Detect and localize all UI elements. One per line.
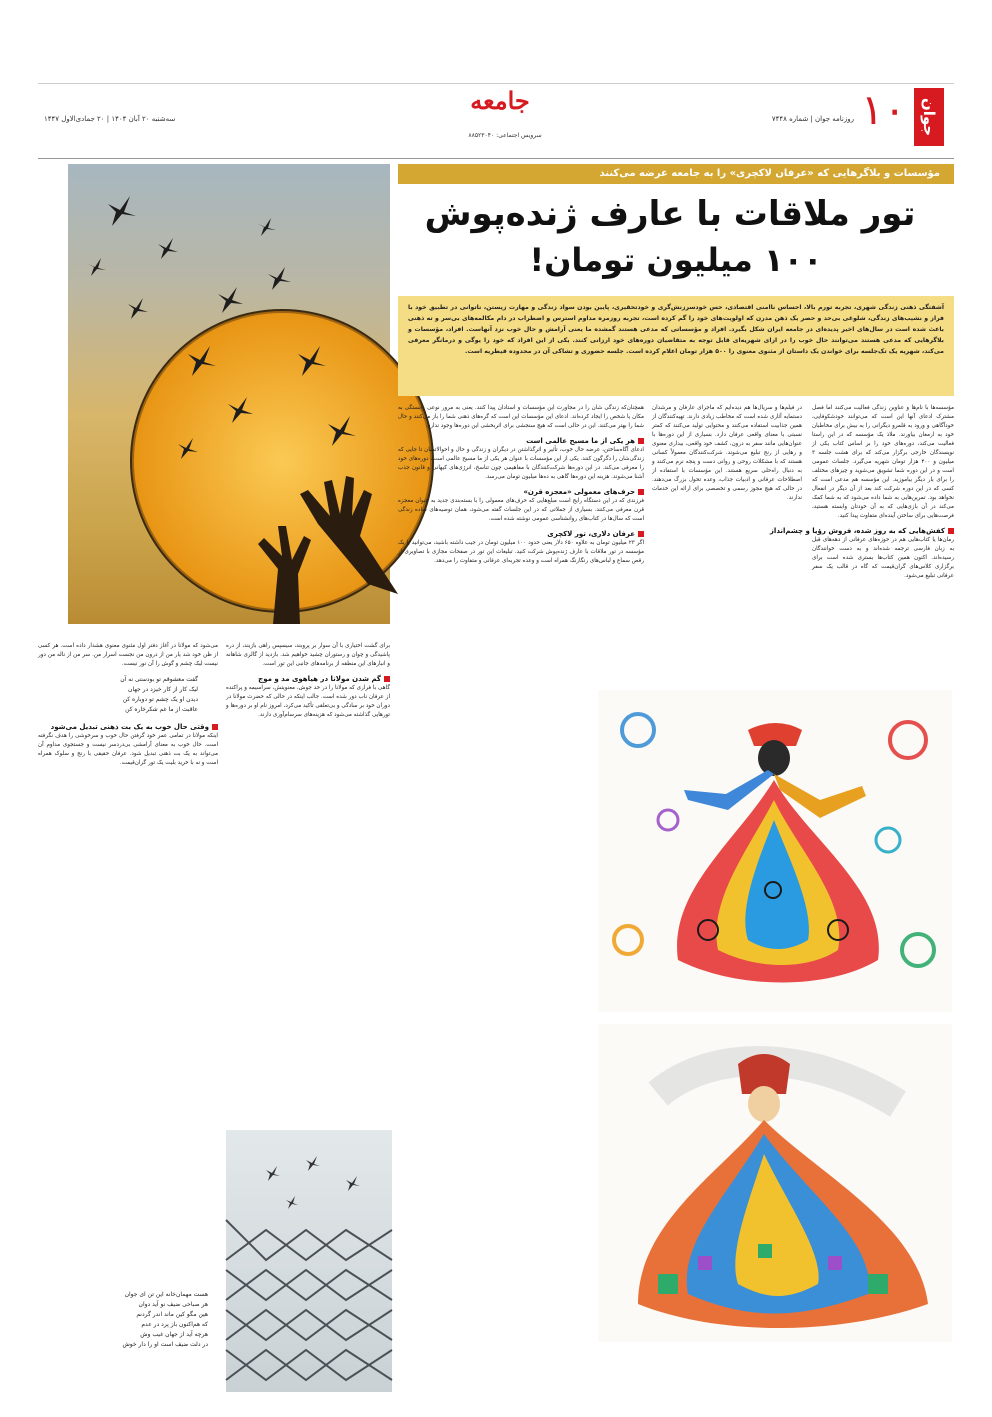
subhead-1 — [769, 527, 954, 536]
column-4-text: برای گشت اختیاری با آن سوار بر پروبند، سیسپس راهی بازیند، از دره پاشیدگی و چوان و رستوران چشید خواهیم شد. بازدید از گالری شاهانه و انبارهای این منطقه از برنامه‌های جانبی این تور است. — [226, 643, 390, 667]
column-1-text: مؤسسه‌ها با نام‌ها و عناوین زندگی فعالیت می‌کنند اما فصل مشترک ادعای آنها این است که می‌توانند خودشکوفایی، خودآگاهی و ورود به قلمرو دیگرانی را به بیش برای مخاطبان خود به ارمغان بیاورند. ملاذ یک مؤسسه که در این راستا فعالیت می‌کند، دوره‌های خود را بر اساس کتاب یکی از نویسندگان خارجی برگزار می‌کند که برای هشت جلسه ۳ میلیون و ۴۰۰ هزار تومان شهریه می‌گیرد. جلسات عمومی است و در این دوره شما تشویق می‌شوید و چیزهای مختلف را برای بار دیگر بیاموزید. این مؤسسه هم مدعی است که کسی که در این دوره شرکت کند بعد از آن دیگر در انفعال نخواهد بود. تمرین‌هایی به شما داده می‌شود که به شما کمک می‌کند در آن بازی‌هایی که به آن خودتان وابسته هستید، فرصت‌هایی برای ساختن آینده‌ای متفاوت پیدا کنید. — [812, 405, 954, 519]
subhead-2-text: هر یکی از ما مسیح عالمی است — [526, 437, 635, 445]
column-3d-text: اگر ۲۳ میلیون تومان به علاوه ۶۵۰ دلار یعنی حدود ۱۰۰ میلیون تومان در جیب داشته باشید، می‌توانید با یک مؤسسه در تور ملاقات با عارف ژنده‌پوش شرکت کنید. تبلیغات این تور در صفحات مجازی با تصاویری از رقص سماع و لباس‌های رنگارنگ همراه است و وعده تجربه‌ای عرفانی و متفاوت را می‌دهد. — [398, 540, 644, 564]
poem-2-line: که هم‌اکنون باز پرد در عدم — [141, 1321, 208, 1328]
column-4b-text: گاهی با فراری که مولانا را در حد جوش، معنویتش، سراسیمه و پراکنده از عرفان ناب دور شده است. جالب اینکه در حالی که حضرت مولانا در دوران خود بر سادگی و بی‌تعلقی تأکید می‌کرد، امروز نام او بر دوره‌ها و تورهایی گذاشته می‌شود که هزینه‌های سرسام‌آوری دارند. — [226, 685, 390, 718]
page-number: ۱۰ — [860, 85, 906, 134]
section-desk: سرویس اجتماعی: ۸۸۵۲۳۰۴۰ — [468, 132, 542, 139]
subhead-5-text: گم شدن مولانا در هیاهوی مد و موج — [258, 675, 381, 683]
poem-1-line: دیدن او یک چشم تو دوباره کن — [122, 696, 198, 703]
birds-photo-art — [68, 164, 390, 624]
kicker: مؤسسات و بلاگرهایی که «عرفان لاکچری» را به جامعه عرضه می‌کنند — [599, 168, 940, 179]
kicker-bar — [398, 164, 954, 184]
subhead-6 — [38, 723, 218, 732]
title-line-2: ۱۰۰ میلیون تومان! — [529, 241, 823, 279]
poem-2-line: هست مهمان‌خانه این تن ای جوان — [124, 1291, 208, 1298]
column-5b-text: اینکه مولانا در تمامی عمر خود گرفتن حال خوب و سرخوشی را هدف نگرفته است. حال خوب به معنای آرامشی بی‌دردسر نیست و جستجوی مداوم آن می‌تواند به یک بت ذهنی تبدیل شود. عرفان حقیقی با رنج و سلوک همراه است و نه با خرید بلیت یک تور گران‌قیمت. — [38, 733, 218, 766]
poem-1 — [38, 675, 198, 715]
poem-2-line: هر صباحی ضیف نو آید دوان — [138, 1301, 208, 1308]
poem-2-line: هین مگو کین ماند اندر گردنم — [136, 1311, 208, 1318]
poem-1-line: عاقبت از ما غم شکرخاره کن — [125, 706, 198, 713]
column-2-text: در فیلم‌ها و سریال‌ها هم دیده‌ایم که ماجرای عارفان و مرشدان دستمایه آثاری شده است که مخاطب زیادی دارند. تهیه‌کنندگان از همین جذابیت استفاده می‌کنند و محتوایی تولید می‌کنند که کمتر نسبتی با معنای واقعی عرفان دارد. بسیاری از این دوره‌ها با عنوان‌هایی مانند سفر به درون، کشف خود واقعی، بیداری معنوی و رهایی از رنج تبلیغ می‌شوند. شرکت‌کنندگان معمولاً کسانی هستند که با مشکلات روحی و روانی دست و پنجه نرم می‌کنند و به دنبال راه‌حلی سریع هستند. این مؤسسات با استفاده از اصطلاحات عرفانی و ادبیات جذاب، وعده تحول بزرگ می‌دهند. در حالی که هیچ مجوز رسمی و تخصصی برای ارائه این خدمات ندارند. — [652, 405, 802, 501]
column-5 — [38, 642, 218, 942]
lead-box — [398, 296, 954, 396]
section-title: جامعه — [470, 86, 530, 115]
subhead-3-text: حرف‌های معمولی «معجزه قرن» — [523, 488, 635, 496]
whirling-dervish-illustration — [598, 690, 952, 1012]
issue-info: روزنامه جوان | شماره ۷۴۴۸ — [771, 115, 854, 123]
poem-2-line: هرچه آید از جهان غیب وش — [140, 1331, 208, 1338]
headline — [398, 190, 954, 282]
subhead-6-text: وقتی حال خوب به یک بت ذهنی تبدیل می‌شود — [50, 723, 209, 731]
poem-1-line: گفت معشوقم تو بودستی نه آن — [120, 676, 198, 683]
title-line-1: تور ملاقات با عارف ژنده‌پوش — [424, 194, 916, 234]
column-1b-text: رمان‌ها یا کتاب‌هایی هم در حوزه‌های عرفانی از دهه‌های قبل به زبان فارسی ترجمه شده‌اند و به دست خوانندگان رسیده‌اند. اکنون همین کتاب‌ها بستری شده است برای برگزاری کلاس‌های گران‌قیمت که گاه در قالب یک سفر عرفانی تبلیغ می‌شود. — [812, 537, 954, 579]
whirling-dervish-illustration-2 — [598, 1024, 952, 1342]
lead: آشفتگی ذهنی زندگی شهری، تجربه تورم بالا، احساس ناامنی اقتصادی، حس خودسرزنش‌گری و خودتحقیری، پایین بودن سواد زندگی و مهارت زیستن، ناتوانی در تطبیق خود با فراز و نشیب‌های زندگی، شلوغی بی‌حد و حصر یک ذهن مدرن که اولویت‌های خود را گم کرده است، تجربه روزمره مداوم استرس و اضطراب در دام مکالمه‌های بی‌سر و ته ذهنی باعث شده است در سال‌های اخیر پدیده‌ای در جامعه ایران شکل بگیرد. افراد و مؤسساتی که مدعی هستند گمشده ما یعنی آرامش و حال خوب نزد آنهاست. افراد، مؤسسات و بلاگرهایی که مدعی هستند می‌توانند حال خوب را در ازای شهریه‌ای قابل توجه به متقاضیان دوره‌های خود ارزانی کنند. یکی از این افراد که خود را یوگی و درمانگر معرفی می‌کند، شهریه یک تک‌جلسه برای خواندن یک داستان از مثنوی معنوی را ۵۰۰ هزار تومان اعلام کرده است. جلسه حضوری و تشاکی آن در محدوده قیطریه است. — [408, 304, 944, 355]
logo: جوان — [914, 88, 944, 146]
masthead — [0, 80, 992, 160]
fence-birds-photo — [226, 1130, 392, 1392]
column-5-text: می‌شود که مولانا در آغاز دفتر اول مثنوی معنوی هشدار داده است. هر کسی از ظن خود شد یار من از درون من نجست اسرار من. سر من از ناله من دور نیست لیک چشم و گوش را آن نور نیست. — [38, 643, 218, 667]
column-1 — [769, 404, 954, 624]
column-3b-text: ادعای آگاه‌ساختن، عرضه حال خوب، تأثیر و اثرگذاشتن در دیگران و زندگی و حال و احوالاتشان تا جایی که زندگی‌شان را دگرگون کنند. یکی از این مؤسسات با عنوان هر یکی از ما مسیح عالمی است، دوره‌های خود را معرفی می‌کند. در این دوره‌ها شرکت‌کنندگان با مفاهیمی چون تناسخ، انرژی‌های کیهانی و قانون جذب آشنا می‌شوند. هزینه این دوره‌ها گاهی به ده‌ها میلیون تومان می‌رسد. — [398, 447, 644, 480]
poem-2 — [38, 1290, 208, 1390]
subhead-4-text: عرفان دلاری، تور لاکچری — [547, 530, 635, 538]
birds-photo — [68, 164, 390, 624]
subhead-3 — [398, 488, 644, 497]
subhead-2 — [398, 437, 644, 446]
subhead-4 — [398, 530, 644, 539]
column-4 — [226, 642, 390, 1122]
subhead-1-text: کفش‌هایی که به روز شده، فروش رؤیا و چشم‌انداز — [769, 527, 945, 535]
poem-1-line: لیک کار از کار خیزد در جهان — [128, 686, 198, 693]
subhead-5 — [226, 675, 390, 684]
column-2 — [652, 404, 802, 654]
poem-2-line: در دلت ضیف است او را دار خوش — [122, 1341, 208, 1348]
column-3-text: همچنان‌که زندگی شان را در مجاورت این مؤسسات و استادان پیدا کنند. یعنی به مرور نوعی وابستگی به مکان یا شخص را ایجاد کرده‌اند. ادعای این مؤسسات این است که گره‌های ذهنی شما را باز می‌کنند و حال شما را بهتر می‌کنند. این در حالی است که هیچ سنجشی برای اثربخشی این دوره‌ها وجود ندارد. — [398, 405, 644, 429]
date: سه‌شنبه ۲۰ آبان ۱۴۰۴ | ۲۰ جمادی‌الاول ۱۴۴۷ — [44, 115, 176, 123]
column-3c-text: فرزندی که در این دستگاه رایج است مبلغ‌هایی که حرف‌های معمولی را با بسته‌بندی جدید به عنوان معجزه قرن معرفی می‌کنند. بسیاری از جملاتی که در این جلسات گفته می‌شود، همان توصیه‌های ساده زندگی است که سال‌ها در کتاب‌های روانشناسی عمومی نوشته شده است. — [398, 498, 644, 522]
